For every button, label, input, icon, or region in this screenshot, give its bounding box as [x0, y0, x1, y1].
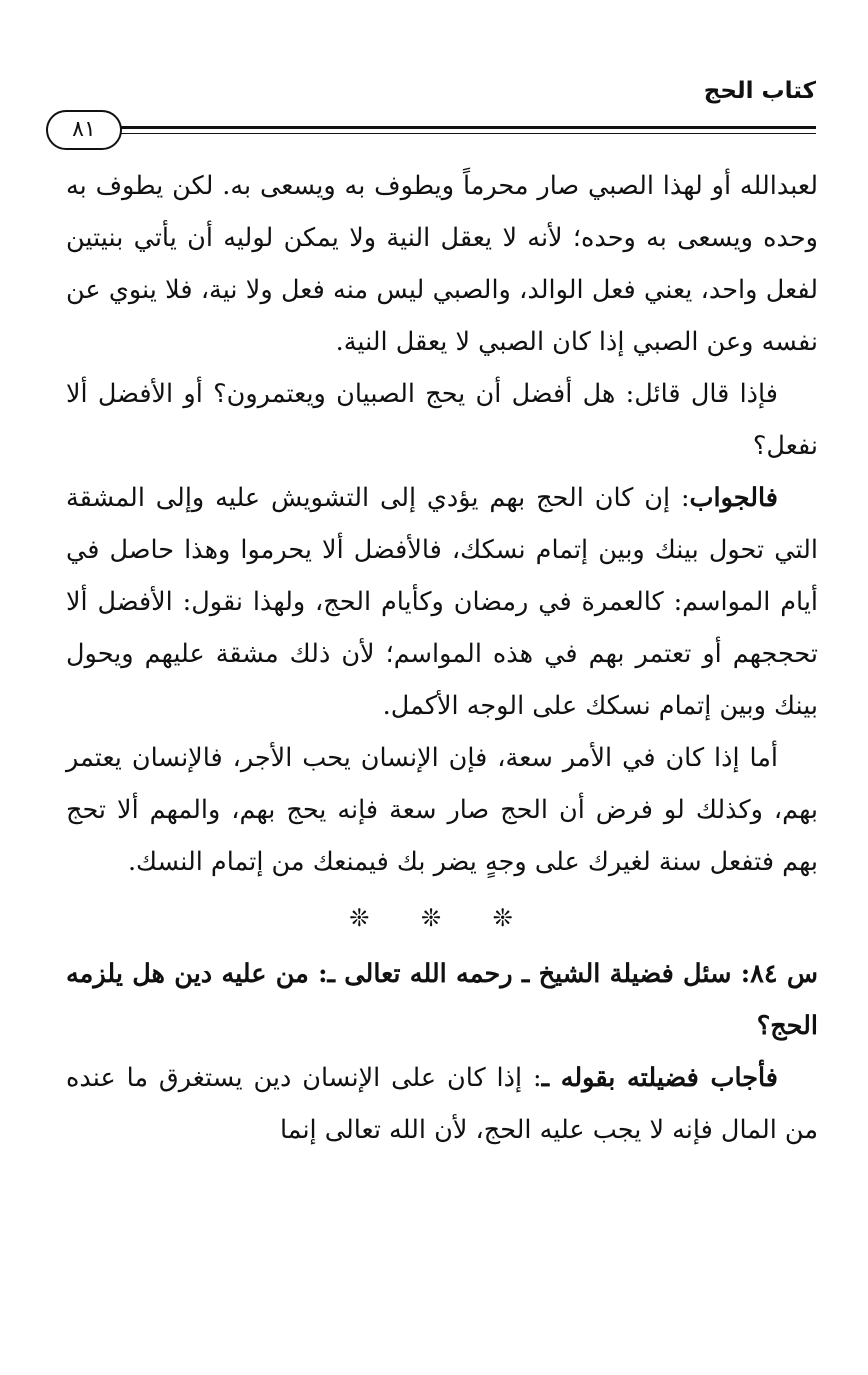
paragraph-3 — [66, 472, 818, 732]
paragraph-4: أما إذا كان في الأمر سعة، فإن الإنسان يحب الأجر، فالإنسان يعتمر بهم، وكذلك لو فرض أن الحج صار سعة فإنه يحج بهم، والمهم ألا تحج بهم فتفعل سنة لغيرك على وجهٍ يضر بك فيمنعك من إتمام النسك. — [66, 743, 818, 877]
answer-lead-word: فالجواب — [689, 483, 778, 513]
paragraph-2: فإذا قال قائل: هل أفضل أن يحج الصبيان ويعتمرون؟ أو الأفضل ألا نفعل؟ — [66, 379, 818, 461]
question-label: س ٨٤: — [740, 959, 818, 989]
page-body — [66, 160, 818, 1156]
section-separator: ❊ ❊ ❊ — [349, 904, 535, 932]
running-title: كتاب الحج — [703, 78, 816, 104]
answer-lead: فأجاب فضيلته بقوله ـ — [541, 1063, 778, 1093]
question-text: سئل فضيلة الشيخ ـ رحمه الله تعالى ـ: من عليه دين هل يلزمه الحج؟ — [66, 959, 818, 1041]
paragraph-3-text: : إن كان الحج بهم يؤدي إلى التشويش عليه وإلى المشقة التي تحول بينك وبين إتمام نسكك، فالأفضل ألا يحرموا وهذا حاصل في أيام المواسم: كالعمرة في رمضان وكأيام الحج، ولهذا نقول: الأفضل ألا تحججهم أو تعتمر بهم في هذه المواسم؛ لأن ذلك مشقة عليهم ويحول بينك وبين إتمام نسكك على الوجه الأكمل. — [66, 483, 818, 721]
question-paragraph — [66, 948, 818, 1052]
header-rule — [120, 126, 816, 134]
answer-paragraph — [66, 1052, 818, 1156]
paragraph-1: لعبدالله أو لهذا الصبي صار محرماً ويطوف به ويسعى به. لكن يطوف به وحده ويسعى به وحده؛ لأنه لا يعقل النية ولا يمكن لوليه أن يأتي بنيتين لفعل واحد، يعني فعل الوالد، والصبي ليس منه فعل ولا نية، فلا ينوي عن نفسه وعن الصبي إذا كان الصبي لا يعقل النية. — [66, 171, 818, 357]
page-number: ٨١ — [46, 110, 122, 150]
answer-text: : إذا كان على الإنسان دين يستغرق ما عنده من المال فإنه لا يجب عليه الحج، لأن الله تعالى إنما — [66, 1063, 818, 1145]
